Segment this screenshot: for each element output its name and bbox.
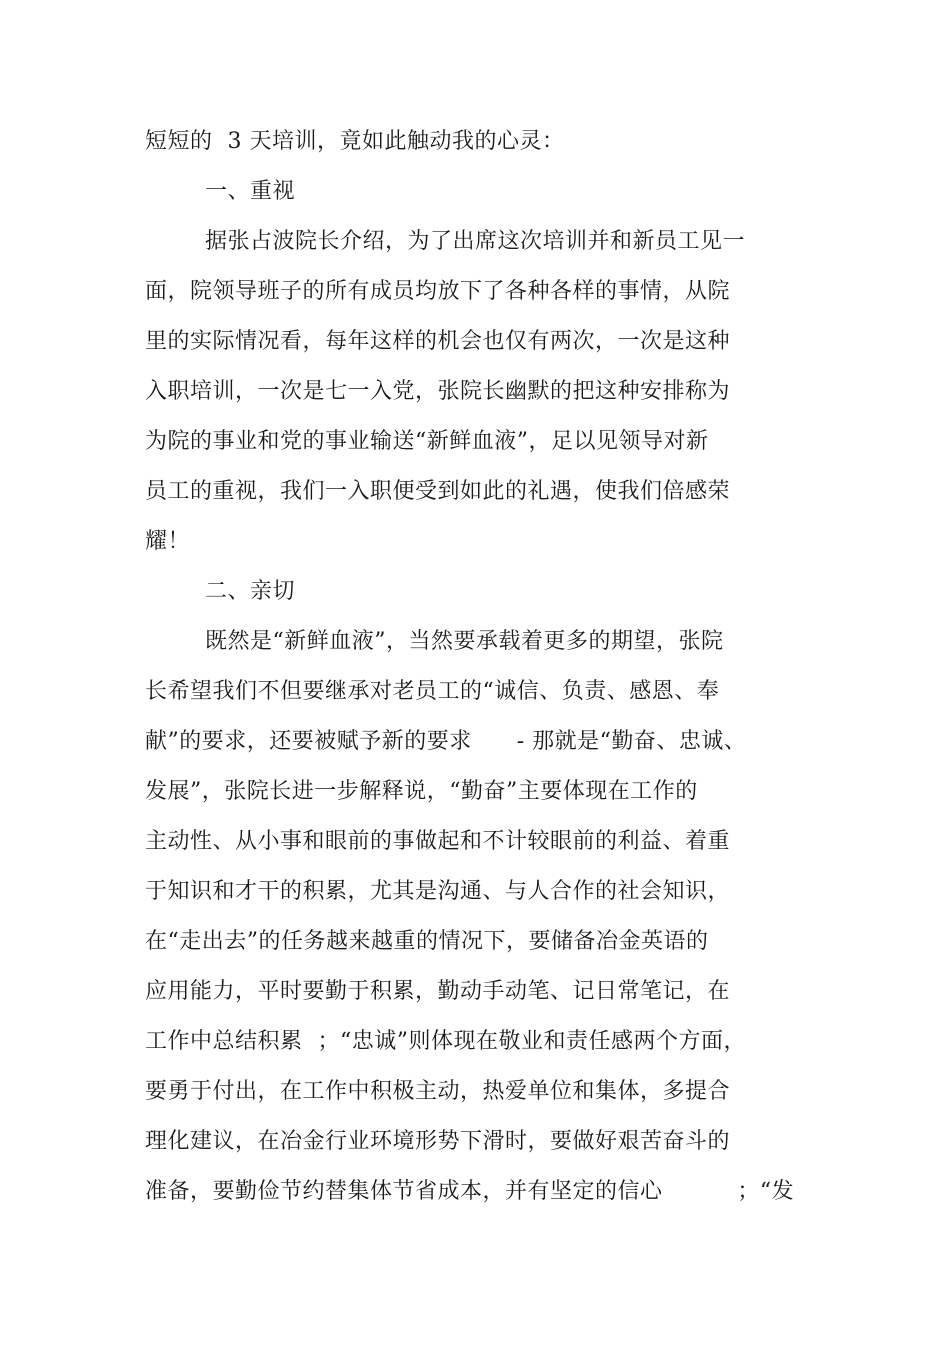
text-line: 长希望我们不但要继承对老员工的“诚信、负责、感恩、奉 bbox=[145, 679, 720, 704]
text-line: 短短的 3 天培训，竟如此触动我的心灵： bbox=[145, 129, 565, 154]
text-line: 献”的要求，还要被赋予新的要求 - 那就是“勤奋、忠诚、 bbox=[145, 729, 747, 754]
text-line: 既然是“新鲜血液”，当然要承载着更多的期望，张院 bbox=[145, 629, 724, 654]
text-line: 在“走出去”的任务越来越重的情况下，要储备冶金英语的 bbox=[145, 929, 709, 954]
text-line: 主动性、从小事和眼前的事做起和不计较眼前的利益、着重 bbox=[145, 829, 731, 854]
text-line: 准备，要勤俭节约替集体节省成本，并有坚定的信心 ；“发 bbox=[145, 1179, 795, 1204]
text-line: 要勇于付出，在工作中积极主动，热爱单位和集体，多提合 bbox=[145, 1079, 731, 1104]
text-line: 为院的事业和党的事业输送“新鲜血液”，足以见领导对新 bbox=[145, 429, 709, 454]
text-line: 于知识和才干的积累，尤其是沟通、与人合作的社会知识， bbox=[145, 879, 731, 904]
text-line: 理化建议，在冶金行业环境形势下滑时，要做好艰苦奋斗的 bbox=[145, 1129, 731, 1154]
section-heading: 一、重视 bbox=[145, 179, 295, 204]
text-line: 工作中总结积累 ；“忠诚”则体现在敬业和责任感两个方面， bbox=[145, 1029, 746, 1054]
text-line: 据张占波院长介绍，为了出席这次培训并和新员工见一 bbox=[145, 229, 745, 254]
text-line: 里的实际情况看，每年这样的机会也仅有两次，一次是这种 bbox=[145, 329, 731, 354]
section-heading: 二、亲切 bbox=[145, 579, 295, 604]
text-line: 发展”，张院长进一步解释说，“勤奋”主要体现在工作的 bbox=[145, 779, 698, 804]
text-line: 耀！ bbox=[145, 529, 191, 554]
text-line: 员工的重视，我们一入职便受到如此的礼遇，使我们倍感荣 bbox=[145, 479, 731, 504]
text-line: 入职培训，一次是七一入党，张院长幽默的把这种安排称为 bbox=[145, 379, 731, 404]
text-line: 面，院领导班子的所有成员均放下了各种各样的事情，从院 bbox=[145, 279, 731, 304]
text-line: 应用能力，平时要勤于积累，勤动手动笔、记日常笔记，在 bbox=[145, 979, 731, 1004]
